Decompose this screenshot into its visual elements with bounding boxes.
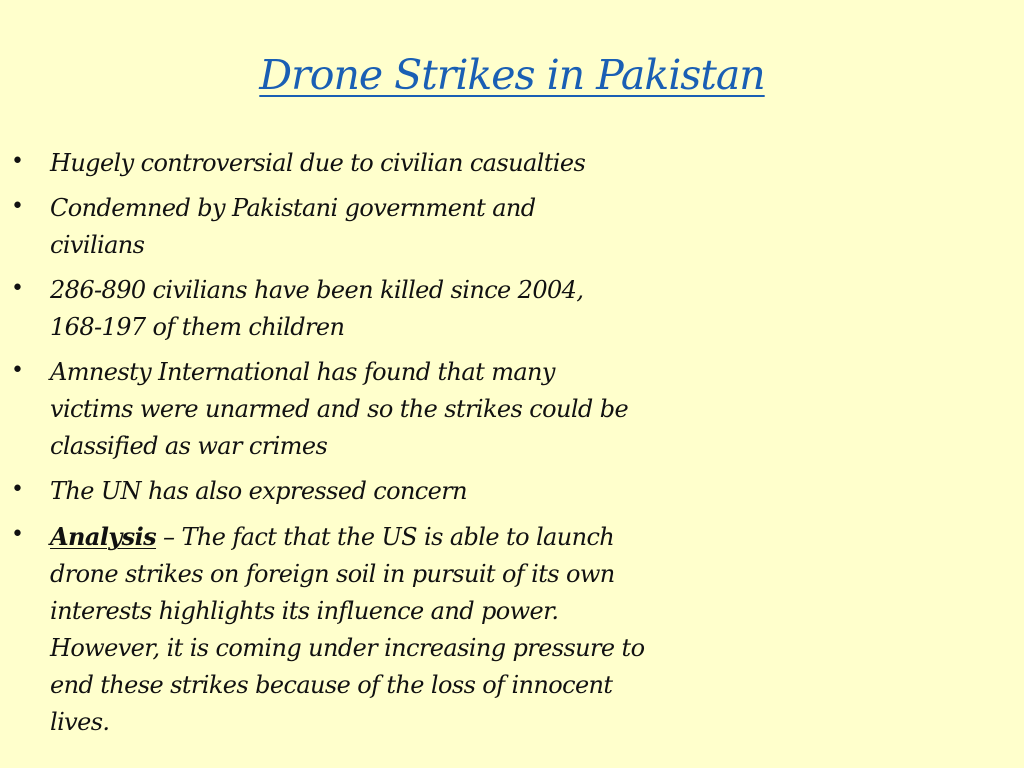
bullet-text: 286-890 civilians have been killed since 2004, 168-197 of them children xyxy=(50,276,584,341)
bullet-icon: • xyxy=(11,149,24,174)
bullet-text: The fact that the US is able to launch drone strikes on foreign soil in pursuit of its own interests highlights its influence and power. However, it is coming under increasing pressure to end these strikes because of the loss of innocent lives. xyxy=(50,523,645,736)
bullet-icon: • xyxy=(11,358,24,383)
bullet-item xyxy=(0,145,660,182)
bullet-icon: • xyxy=(11,276,24,301)
slide-title: Drone Strikes in Pakistan xyxy=(259,51,765,99)
bullet-text: The UN has also expressed concern xyxy=(50,477,467,505)
bullet-item xyxy=(0,354,660,465)
bullet-item xyxy=(0,272,660,346)
analysis-label: Analysis xyxy=(50,522,157,551)
bullet-text: Amnesty International has found that many victims were unarmed and so the strikes could be classified as war crimes xyxy=(50,358,629,460)
bullet-icon: • xyxy=(11,522,24,547)
bullet-item xyxy=(0,473,660,510)
analysis-separator: – xyxy=(156,523,182,551)
bullet-icon: • xyxy=(11,194,24,219)
bullet-item xyxy=(0,190,660,264)
bullet-text: Condemned by Pakistani government and civilians xyxy=(50,194,536,259)
bullet-icon: • xyxy=(11,477,24,502)
bullet-list xyxy=(0,145,660,749)
bullet-text: Hugely controversial due to civilian casualties xyxy=(50,149,586,177)
bullet-item-analysis xyxy=(0,518,660,741)
